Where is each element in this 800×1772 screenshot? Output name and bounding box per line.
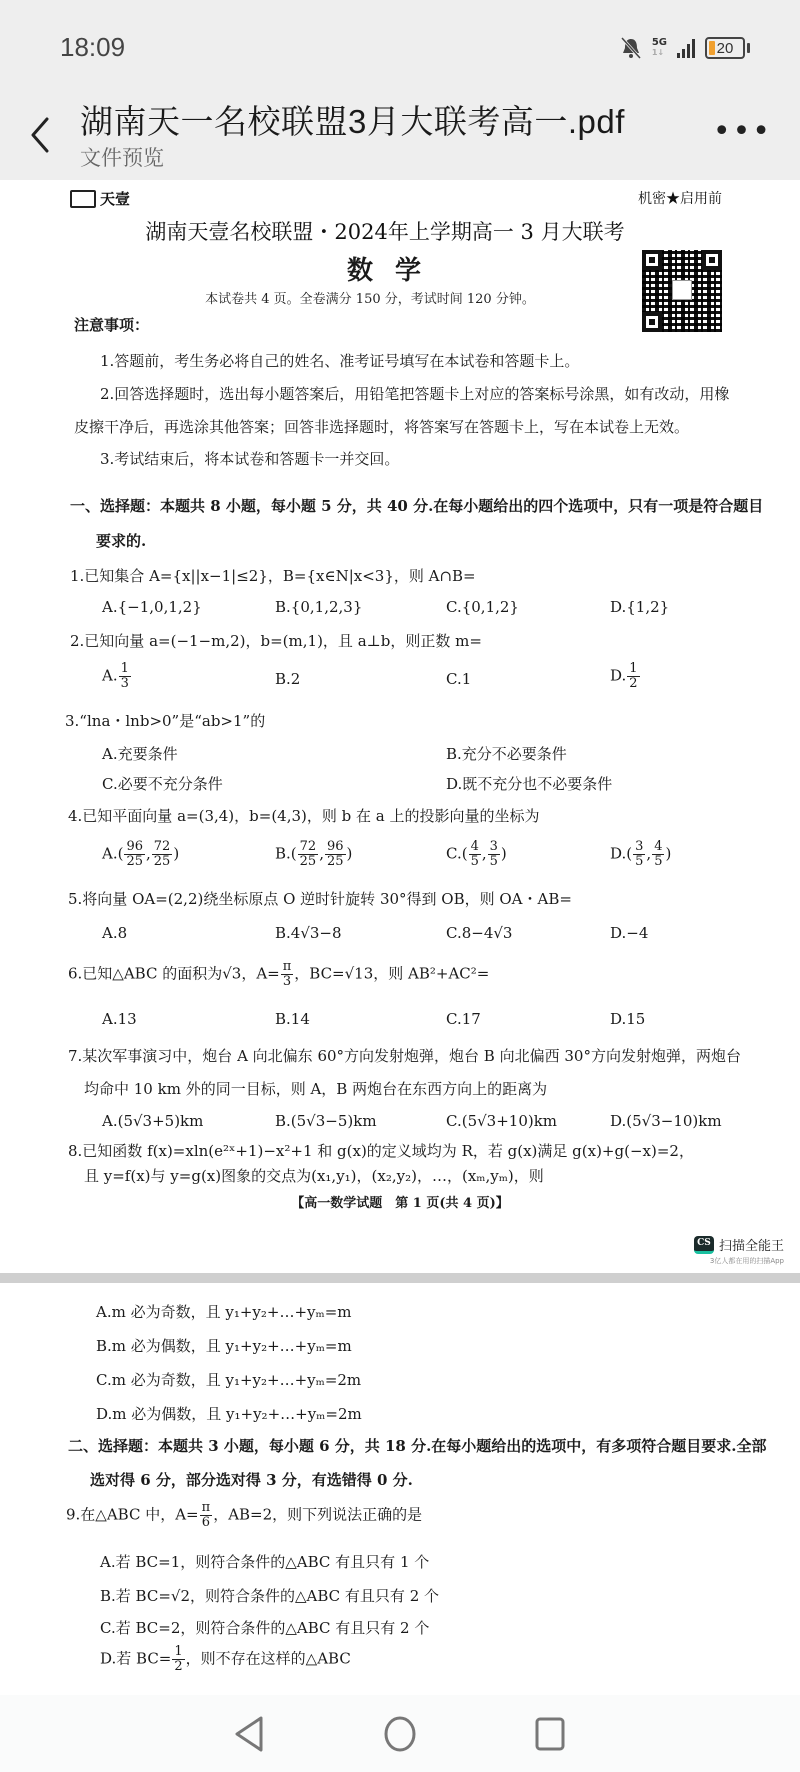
denominator: 3 xyxy=(282,974,292,989)
battery-icon xyxy=(705,37,745,59)
q6-stem xyxy=(68,960,489,989)
q3-option-c: C.必要不充分条件 xyxy=(102,775,223,793)
q3-option-d: D.既不充分也不必要条件 xyxy=(446,775,613,793)
fraction xyxy=(627,662,639,691)
q7-stem-cont: 均命中 10 km 外的同一目标，则 A，B 两炮台在东西方向上的距离为 xyxy=(84,1080,548,1098)
section2-header-cont: 选对得 6 分，部分选对得 3 分，有选错得 0 分. xyxy=(90,1471,413,1489)
chevron-left-icon xyxy=(29,115,51,155)
numerator: 72 xyxy=(153,839,171,854)
numerator: 72 xyxy=(299,839,317,854)
option-label: A.( xyxy=(102,844,124,863)
fraction xyxy=(172,1645,184,1674)
q1-option-c: C.{0,1,2} xyxy=(446,598,519,616)
q5-option-d: D.−4 xyxy=(610,924,649,942)
notice-heading: 注意事项： xyxy=(74,316,150,334)
back-button[interactable] xyxy=(20,110,60,160)
pdf-viewer[interactable] xyxy=(0,180,800,1760)
q8-option-d: D.m 必为偶数，且 y₁+y₂+…+yₘ=2m xyxy=(96,1405,362,1423)
exam-title: 湖南天壹名校联盟・2024年上学期高一 3 月大联考 xyxy=(145,220,625,244)
q4-stem: 4.已知平面向量 a=(3,4)，b=(4,3)，则 b 在 a 上的投影向量的坐标为 xyxy=(68,807,540,825)
fraction xyxy=(200,1501,213,1530)
q1-option-b: B.{0,1,2,3} xyxy=(275,598,363,616)
option-label: D. xyxy=(610,666,627,685)
denominator: 25 xyxy=(326,854,344,869)
secret-mark: 机密★启用前 xyxy=(638,191,722,207)
option-label: B.( xyxy=(275,844,297,863)
denominator: 25 xyxy=(153,854,171,869)
q6-option-a: A.13 xyxy=(102,1010,137,1028)
q2-option-b: B.2 xyxy=(275,670,301,688)
numerator: 96 xyxy=(126,839,143,854)
status-icons xyxy=(620,36,750,60)
numerator: 4 xyxy=(654,839,663,854)
fraction xyxy=(488,840,500,869)
file-subtitle: 文件预览 xyxy=(80,146,164,170)
q2-stem: 2.已知向量 a=(−1−m,2)，b=(m,1)，且 a⊥b，则正数 m= xyxy=(70,632,482,650)
more-icon: ••• xyxy=(712,114,772,149)
q8-option-a: A.m 必为奇数，且 y₁+y₂+…+yₘ=m xyxy=(96,1303,352,1321)
denominator: 5 xyxy=(654,854,663,869)
denominator: 25 xyxy=(126,854,143,869)
fraction xyxy=(469,840,481,869)
q3-stem: 3.“lna・lnb>0”是“ab>1”的 xyxy=(65,712,266,730)
option-label: C.( xyxy=(446,844,468,863)
file-title: 湖南天一名校联盟3月大联考高一.pdf xyxy=(80,103,625,140)
logo-text: 天壹 xyxy=(100,190,131,208)
numerator: 1 xyxy=(120,661,129,676)
fraction xyxy=(633,840,645,869)
status-bar xyxy=(0,0,800,90)
q8-stem-cont: 且 y=f(x)与 y=g(x)图象的交点为(x₁,y₁)，(x₂,y₂)，…，(xₘ,yₘ)，则 xyxy=(84,1167,544,1185)
option-text: D.若 BC= xyxy=(100,1649,172,1668)
fraction xyxy=(119,662,131,691)
q5-option-c: C.8−4√3 xyxy=(446,924,513,942)
option-label: D.( xyxy=(610,844,633,863)
q2-option-c: C.1 xyxy=(446,670,472,688)
q7-option-c: C.(5√3+10)km xyxy=(446,1112,558,1130)
signal-icon xyxy=(677,38,695,58)
notice-2: 2.回答选择题时，选出每小题答案后，用铅笔把答题卡上对应的答案标号涂黑，如有改动，用橡 xyxy=(100,385,730,403)
fraction xyxy=(281,960,294,989)
numerator: π xyxy=(282,959,292,974)
q9-option-d xyxy=(100,1645,351,1674)
q3-option-a: A.充要条件 xyxy=(102,745,178,763)
q1-stem: 1.已知集合 A={x||x−1|≤2}，B={x∈N|x<3}，则 A∩B= xyxy=(70,567,476,585)
fraction xyxy=(325,840,346,869)
battery-fill xyxy=(709,41,715,55)
q1-option-a: A.{−1,0,1,2} xyxy=(102,598,202,616)
q8-option-c: C.m 必为奇数，且 y₁+y₂+…+yₘ=2m xyxy=(96,1371,362,1389)
numerator: 3 xyxy=(635,839,644,854)
denominator: 6 xyxy=(201,1515,211,1530)
q5-stem: 5.将向量 OA=(2,2)绕坐标原点 O 逆时针旋转 30°得到 OB，则 OA・AB= xyxy=(68,890,572,908)
camscanner-logo-icon: CS xyxy=(694,1236,714,1254)
nav-recents-button[interactable] xyxy=(530,1714,570,1754)
notice-1: 1.答题前，考生务必将自己的姓名、准考证号填写在本试卷和答题卡上。 xyxy=(100,352,580,370)
q9-stem xyxy=(66,1501,422,1530)
bell-muted-icon xyxy=(620,36,642,60)
numerator: 96 xyxy=(326,839,344,854)
q4-option-d: D.( $\frac{3}{5}$ , $\frac{4}{5}$ ) xyxy=(610,839,672,869)
scanner-watermark xyxy=(694,1235,784,1266)
network-activity: 1↓ xyxy=(651,48,665,57)
q9-option-c: C.若 BC=2，则符合条件的△ABC 有且只有 2 个 xyxy=(100,1619,430,1637)
q6-option-d: D.15 xyxy=(610,1010,646,1028)
q4-option-a: A.( $\frac{96}{25}$ , $\frac{72}{25}$ ) xyxy=(102,839,180,869)
more-button[interactable] xyxy=(712,114,772,149)
denominator: 5 xyxy=(635,854,644,869)
battery-level: 20 xyxy=(716,39,734,57)
section1-header: 一、选择题：本题共 8 小题，每小题 5 分，共 40 分.在每小题给出的四个选项中，只有一项是符合题目 xyxy=(70,497,764,515)
pdf-page-1 xyxy=(0,180,800,1273)
scanner-app-name: 扫描全能王 xyxy=(718,1239,784,1254)
q9-option-b: B.若 BC=√2，则符合条件的△ABC 有且只有 2 个 xyxy=(100,1587,440,1605)
recents-nav-icon xyxy=(533,1715,567,1753)
qr-code xyxy=(642,250,722,332)
back-nav-icon xyxy=(233,1715,267,1753)
home-nav-icon xyxy=(382,1715,418,1753)
exam-info: 本试卷共 4 页。全卷满分 150 分，考试时间 120 分钟。 xyxy=(205,292,535,307)
q8-option-b: B.m 必为偶数，且 y₁+y₂+…+yₘ=m xyxy=(96,1337,352,1355)
page-footer: 【高一数学试题 第 1 页(共 4 页)】 xyxy=(291,1196,509,1211)
q7-option-b: B.(5√3−5)km xyxy=(275,1112,377,1130)
option-text: ，则不存在这样的△ABC xyxy=(185,1649,351,1668)
numerator: 3 xyxy=(489,839,498,854)
section1-header-cont: 要求的. xyxy=(96,532,147,550)
pdf-page-2 xyxy=(0,1283,800,1760)
numerator: 1 xyxy=(629,661,638,676)
notice-2-cont: 皮擦干净后，再选涂其他答案；回答非选择题时，将答案写在答题卡上，写在本试卷上无效。 xyxy=(74,418,690,436)
fraction xyxy=(124,840,145,869)
fraction xyxy=(652,840,664,869)
denominator: 5 xyxy=(470,854,479,869)
nav-back-button[interactable] xyxy=(230,1714,270,1754)
fraction xyxy=(298,840,319,869)
page-separator xyxy=(0,1273,800,1283)
stem-text: 6.已知△ABC 的面积为√3，A= xyxy=(68,964,280,983)
system-nav-bar xyxy=(0,1695,800,1772)
nav-home-button[interactable] xyxy=(380,1714,420,1754)
denominator: 5 xyxy=(489,854,498,869)
q7-stem: 7.某次军事演习中，炮台 A 向北偏东 60°方向发射炮弹，炮台 B 向北偏西 30°方向发射炮弹，两炮台 xyxy=(68,1047,741,1065)
q3-option-b: B.充分不必要条件 xyxy=(446,745,567,763)
q1-option-d: D.{1,2} xyxy=(610,598,670,616)
battery-tip xyxy=(747,43,750,53)
numerator: 1 xyxy=(174,1644,183,1659)
q2-option-a xyxy=(102,662,132,691)
network-indicator xyxy=(652,38,667,58)
q7-option-d: D.(5√3−10)km xyxy=(610,1112,722,1130)
section2-header: 二、选择题：本题共 3 小题，每小题 6 分，共 18 分.在每小题给出的选项中，有多项符合题目要求.全部 xyxy=(68,1437,767,1455)
denominator: 3 xyxy=(120,676,129,691)
publisher-logo xyxy=(70,188,130,209)
stem-text: 9.在△ABC 中，A= xyxy=(66,1505,199,1524)
status-time: 18:09 xyxy=(60,32,126,62)
subject-title: 数学 xyxy=(346,256,443,286)
q7-option-a: A.(5√3+5)km xyxy=(102,1112,204,1130)
scanner-slogan: 3亿人都在用的扫描App xyxy=(709,1257,784,1265)
q9-option-a: A.若 BC=1，则符合条件的△ABC 有且只有 1 个 xyxy=(100,1553,430,1571)
numerator: π xyxy=(201,1500,211,1515)
stem-text: ，BC=√13，则 AB²+AC²= xyxy=(294,964,490,983)
q5-option-a: A.8 xyxy=(102,924,128,942)
q2-option-d xyxy=(610,662,641,691)
q8-stem: 8.已知函数 f(x)=xln(e²ˣ+1)−x²+1 和 g(x)的定义域均为 R，若 g(x)满足 g(x)+g(−x)=2， xyxy=(68,1142,694,1160)
logo-mark-icon xyxy=(70,190,96,208)
q4-option-c: C.( $\frac{4}{5}$ , $\frac{3}{5}$ ) xyxy=(446,839,507,869)
q5-option-b: B.4√3−8 xyxy=(275,924,342,942)
denominator: 25 xyxy=(299,854,317,869)
q6-option-b: B.14 xyxy=(275,1010,310,1028)
app-header xyxy=(0,90,800,180)
numerator: 4 xyxy=(470,839,479,854)
notice-3: 3.考试结束后，将本试卷和答题卡一并交回。 xyxy=(100,450,400,468)
option-label: A. xyxy=(102,666,118,685)
network-type: 5G xyxy=(651,37,667,48)
fraction xyxy=(152,840,173,869)
stem-text: ，AB=2，则下列说法正确的是 xyxy=(213,1505,423,1524)
q4-option-b: B.( $\frac{72}{25}$ , $\frac{96}{25}$ ) xyxy=(275,839,353,869)
denominator: 2 xyxy=(174,1659,183,1674)
q6-option-c: C.17 xyxy=(446,1010,481,1028)
denominator: 2 xyxy=(629,676,638,691)
